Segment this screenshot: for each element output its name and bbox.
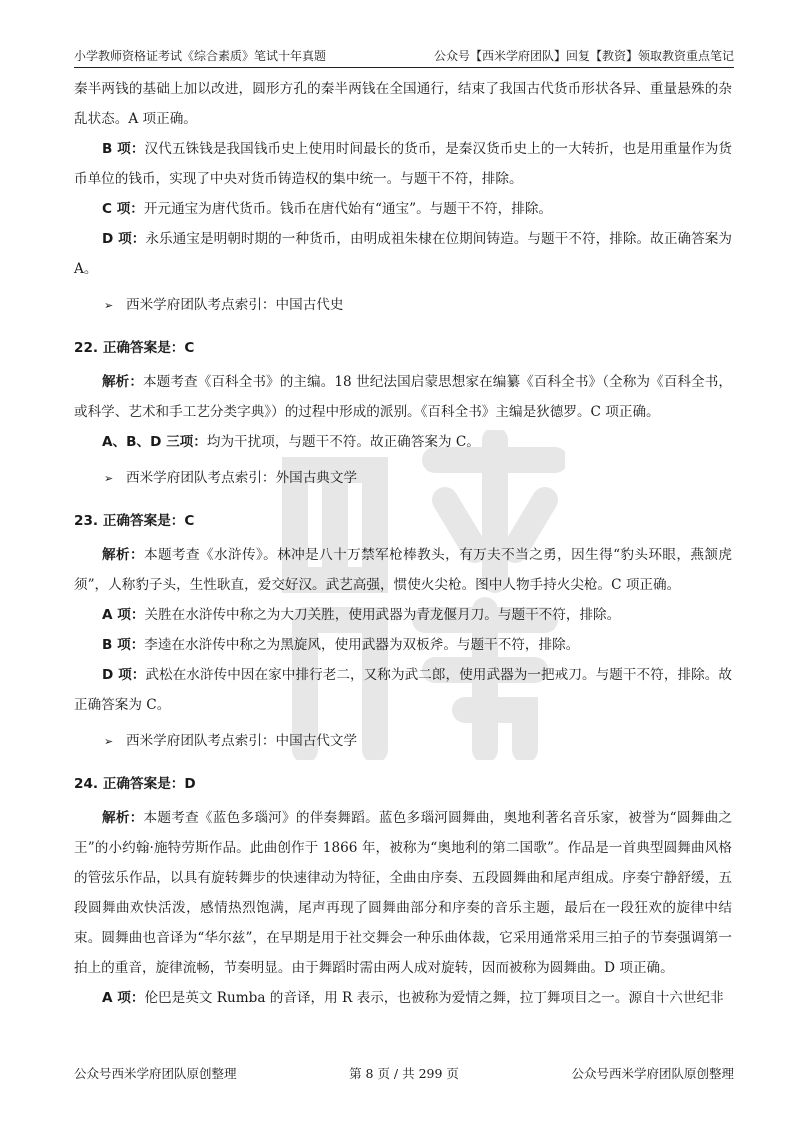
page-footer <box>74 1064 734 1082</box>
q24-answer-heading: 24. 正确答案是：D <box>74 776 196 792</box>
q23-answer-heading: 23. 正确答案是：C <box>74 513 195 529</box>
option-b-explanation: B 项：汉代五铢钱是我国钱币史上使用时间最长的货币，是秦汉货币史上的一大转折，也是用重量作为货币单位的钱币，实现了中央对货币铸造权的集中统一。与题干不符，排除。 <box>74 141 733 187</box>
index-bullet-1: ➢ 西米学府团队考点索引：中国古代史 <box>74 290 732 321</box>
q22-analysis: 解析：本题考查《百科全书》的主编。18 世纪法国启蒙思想家在编纂《百科全书》（全称为《百科全书，或科学、艺术和手工艺分类字典》）的过程中形成的派别。《百科全书》主编是狄德罗。C 项正确。 <box>74 374 732 420</box>
footer-right: 公众号西米学府团队原创整理 <box>571 1066 734 1081</box>
page-header <box>74 40 734 68</box>
page-number: 第 8 页 / 共 299 页 <box>349 1066 459 1081</box>
q24-analysis: 解析：本题考查《蓝色多瑙河》的伴奏舞蹈。蓝色多瑙河圆舞曲，奥地利著名音乐家，被誉为“圆舞曲之王”的小约翰·施特劳斯作品。此曲创作于 1866 年，被称为“奥地利的第二国歌”。作品是一首典型圆舞曲风格的管弦乐作品，以具有旋转舞步的快速律动为特征，全曲由序奏、五段圆舞曲和尾声组成。序奏宁静舒缓，五段圆舞曲欢快活泼，感情热烈饱满，尾声再现了圆舞曲部分和序奏的音乐主题，最后在一段狂欢的旋律中结束。圆舞曲也音译为“华尔兹”，在早期是用于社交舞会一种乐曲体裁，它采用通常采用三拍子的节奏强调第一拍上的重音，旋律流畅，节奏明显。由于舞蹈时需由两人成对旋转，因而被称为圆舞曲。D 项正确。 <box>74 810 733 976</box>
document-body <box>74 74 732 1013</box>
footer-left: 公众号西米学府团队原创整理 <box>74 1066 237 1081</box>
q23-option-b: B 项：李逵在水浒传中称之为黑旋风，使用武器为双板斧。与题干不符，排除。 <box>102 637 580 653</box>
option-c-explanation: C 项：开元通宝为唐代货币。钱币在唐代始有“通宝”。与题干不符，排除。 <box>102 201 553 217</box>
q24-option-a: A 项：伦巴是英文 Rumba 的音译，用 R 表示，也被称为爱情之舞，拉丁舞项目之一。源自十六世纪非 <box>102 990 724 1006</box>
arrow-bullet-icon: ➢ <box>104 735 114 748</box>
arrow-bullet-icon: ➢ <box>104 299 114 312</box>
paragraph-continuation: 秦半两钱的基础上加以改进，圆形方孔的秦半两钱在全国通行，结束了我国古代货币形状各异、重量悬殊的杂乱状态。A 项正确。 <box>74 81 732 127</box>
header-right-note: 公众号【西米学府团队】回复【教资】领取教资重点笔记 <box>433 49 734 63</box>
header-left-title: 小学教师资格证考试《综合素质》笔试十年真题 <box>74 49 327 63</box>
q23-analysis: 解析：本题考查《水浒传》。林冲是八十万禁军枪棒教头，有万夫不当之勇，因生得“豹头环眼，燕颔虎须”，人称豹子头，生性耿直，爱交好汉。武艺高强，惯使火尖枪。图中人物手持火尖枪。C 项正确。 <box>74 547 733 593</box>
index-bullet-2: ➢ 西米学府团队考点索引：外国古典文学 <box>74 463 732 494</box>
q23-option-a: A 项：关胜在水浒传中称之为大刀关胜，使用武器为青龙偃月刀。与题干不符，排除。 <box>102 607 621 623</box>
q23-option-d: D 项：武松在水浒传中因在家中排行老二，又称为武二郎，使用武器为一把戒刀。与题干不符，排除。故正确答案为 C。 <box>74 667 732 713</box>
arrow-bullet-icon: ➢ <box>104 472 114 485</box>
option-d-explanation: D 项：永乐通宝是明朝时期的一种货币，由明成祖朱棣在位期间铸造。与题干不符，排除。故正确答案为 A。 <box>74 231 732 277</box>
index-bullet-3: ➢ 西米学府团队考点索引：中国古代文学 <box>74 726 732 757</box>
q22-other-options: A、B、D 三项：均为干扰项，与题干不符。故正确答案为 C。 <box>102 434 480 450</box>
q22-answer-heading: 22. 正确答案是：C <box>74 340 195 356</box>
